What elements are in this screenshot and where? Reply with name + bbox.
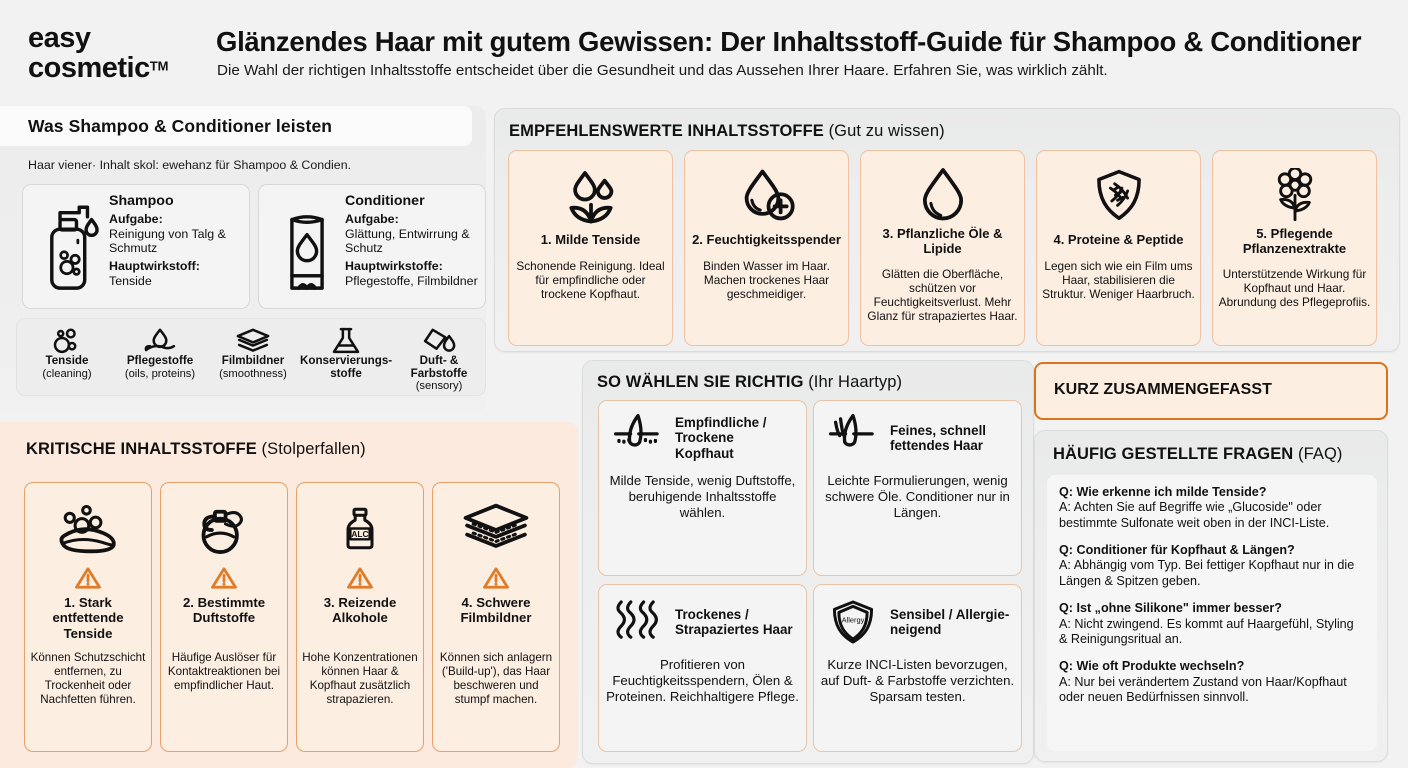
good-card-3 bbox=[860, 150, 1025, 346]
hairtype-card-title: Trockenes / Strapaziertes Haar bbox=[675, 606, 793, 637]
empfehlenswerte-title bbox=[509, 122, 945, 141]
kritisch-title-bold: KRITISCHE INHALTSSTOFFE bbox=[26, 440, 257, 458]
product-value-aufgabe: Reinigung von Talg & Schmutz bbox=[109, 226, 226, 256]
hairtype-card-title: Empfindliche / Trockene Kopfhaut bbox=[675, 414, 767, 461]
critical-card-title: 3. Reizende Alkohole bbox=[323, 595, 397, 626]
critical-card-desc: Können Schutzschicht entfernen, zu Trockenheit oder Nachfetten führen. bbox=[30, 651, 146, 706]
critical-card-2 bbox=[160, 482, 288, 752]
product-name: Shampoo bbox=[109, 193, 174, 209]
header bbox=[0, 0, 1408, 100]
hairtype-card-header bbox=[599, 595, 806, 649]
hairtype-card-title: Sensibel / Allergie-neigend bbox=[890, 606, 1010, 637]
faq-question: Q: Ist „ohne Silikone" immer besser? bbox=[1059, 601, 1282, 616]
warning-icon bbox=[25, 565, 151, 591]
ingredient-sub: (smoothness) bbox=[219, 367, 287, 380]
faq-answer: A: Achten Sie auf Begriffe wie „Glucoside" oder bestimmte Sulfonate weit oben in der INCI-Liste. bbox=[1059, 500, 1330, 530]
leisten-title: Was Shampoo & Conditioner leisten bbox=[28, 116, 333, 136]
brand-line2: cosmetic bbox=[28, 51, 150, 84]
empfehlenswerte-title-bold: EMPFEHLENSWERTE INHALTSSTOFFE bbox=[509, 122, 824, 140]
product-card-conditioner bbox=[258, 184, 486, 309]
critical-card-desc: Hohe Konzentrationen können Haar & Kopfhaut zusätzlich strapazieren. bbox=[302, 651, 418, 706]
critical-card-desc: Häufige Auslöser für Kontaktreaktionen bei empfindlicher Haut. bbox=[167, 651, 281, 692]
fine-hair-icon bbox=[824, 411, 882, 465]
hairtype-card-header bbox=[814, 595, 1021, 649]
product-value-wirkstoff: Tenside bbox=[109, 273, 152, 288]
soap-bubbles-icon bbox=[25, 495, 151, 561]
ingredient-item-konservierungsstoffe bbox=[300, 325, 392, 380]
faq-title-norm: (FAQ) bbox=[1293, 445, 1343, 463]
ingredient-name: Filmbildner bbox=[221, 354, 285, 367]
critical-card-title: 2. Bestimmte Duftstoffe bbox=[182, 595, 266, 626]
tube-icon bbox=[272, 199, 342, 295]
ingredient-name: Duft- & Farbstoffe bbox=[410, 354, 468, 380]
hairtype-card-title: Feines, schnell fettendes Haar bbox=[890, 422, 987, 453]
ingredient-sub: (cleaning) bbox=[42, 367, 92, 380]
ingredient-name: Tenside bbox=[45, 354, 89, 367]
flask-icon bbox=[300, 325, 392, 355]
faq-title bbox=[1053, 445, 1343, 464]
section-kurz-zusammengefasst bbox=[1034, 362, 1388, 420]
product-value-wirkstoff: Pflegestoffe, Filmbildner bbox=[345, 273, 478, 288]
hairtype-card-desc: Leichte Formulierungen, wenig schwere Öle. Conditioner nur in Längen. bbox=[825, 473, 1010, 520]
flower-icon bbox=[1213, 165, 1376, 227]
good-card-desc: Binden Wasser im Haar. Machen trockenes Haar geschmeidiger. bbox=[703, 259, 830, 302]
leisten-header-bar bbox=[0, 106, 472, 146]
layers-icon bbox=[207, 325, 299, 355]
warning-icon bbox=[433, 565, 559, 591]
good-card-desc: Glätten die Oberfläche, schützen vor Feuchtigkeitsverlust. Mehr Glanz für strapaziertes Haar. bbox=[867, 267, 1018, 324]
allergy-shield-icon bbox=[824, 595, 882, 649]
critical-card-3 bbox=[296, 482, 424, 752]
kritisch-title bbox=[26, 440, 366, 459]
good-card-desc: Schonende Reinigung. Ideal für empfindliche oder trockene Kopfhaut. bbox=[516, 259, 665, 302]
product-label-aufgabe: Aufgabe: bbox=[109, 212, 163, 226]
faq-answer: A: Abhängig vom Typ. Bei fettiger Kopfhaut nur in die Längen & Spitzen geben. bbox=[1059, 558, 1355, 588]
waehlen-title-norm: (Ihr Haartyp) bbox=[803, 373, 903, 391]
ingredient-sub: (sensory) bbox=[415, 380, 463, 393]
faq-answer: A: Nur bei verändertem Zustand von Haar/Kopfhaut oder neuen Bedürfnissen sinnvoll. bbox=[1059, 674, 1347, 704]
leisten-subtitle: Haar viener· Inhalt skol: ewehanz für Shampoo & Condien. bbox=[28, 158, 352, 172]
section-leisten bbox=[0, 106, 486, 412]
ingredient-strip bbox=[16, 318, 486, 396]
empfehlenswerte-title-norm: (Gut zu wissen) bbox=[823, 122, 945, 140]
good-card-5 bbox=[1212, 150, 1377, 346]
critical-card-title: 4. Schwere Filmbildner bbox=[460, 595, 532, 626]
good-card-title: 5. Pflegende Pflanzenextrakte bbox=[1242, 226, 1347, 256]
faq-question: Q: Conditioner für Kopfhaut & Längen? bbox=[1059, 543, 1295, 558]
hairtype-card-3 bbox=[598, 584, 807, 752]
good-card-title: 3. Pflanzliche Öle & Lipide bbox=[882, 226, 1003, 256]
allergy-shield-label: Allergy bbox=[841, 615, 865, 625]
faq-title-bold: HÄUFIG GESTELLTE FRAGEN bbox=[1053, 445, 1294, 463]
product-card-shampoo bbox=[22, 184, 250, 309]
hairtype-card-desc: Profitieren von Feuchtigkeitsspendern, Ölen & Proteinen. Reichhaltigere Pflege. bbox=[606, 657, 799, 704]
faq-item bbox=[1059, 543, 1365, 589]
hairtype-card-2 bbox=[813, 400, 1022, 576]
drop-plus-icon bbox=[685, 165, 848, 227]
droplet-diamond-icon bbox=[393, 325, 485, 355]
good-card-2 bbox=[684, 150, 849, 346]
critical-card-desc: Können sich anlagern ('Build-up'), das Haar beschweren und stumpf machen. bbox=[439, 651, 553, 706]
faq-answer: A: Nicht zwingend. Es kommt auf Haargefühl, Styling & Reinigungsritual an. bbox=[1059, 616, 1354, 646]
section-faq bbox=[1034, 430, 1388, 762]
waehlen-title bbox=[597, 373, 902, 392]
critical-card-4 bbox=[432, 482, 560, 752]
faq-item bbox=[1059, 659, 1365, 705]
perfume-icon bbox=[161, 495, 287, 561]
product-name: Conditioner bbox=[345, 193, 425, 209]
brand-trademark: TM bbox=[149, 58, 169, 74]
brand-line1: easy bbox=[28, 22, 91, 54]
faq-item bbox=[1059, 485, 1365, 531]
critical-card-1 bbox=[24, 482, 152, 752]
product-label-aufgabe: Aufgabe: bbox=[345, 212, 399, 226]
stacked-layers-icon bbox=[433, 495, 559, 561]
pump-bottle-icon bbox=[36, 199, 106, 295]
ingredient-sub: (oils, proteins) bbox=[124, 367, 196, 380]
product-value-aufgabe: Glättung, Entwirrung & Schutz bbox=[345, 226, 470, 256]
good-card-1 bbox=[508, 150, 673, 346]
drop-icon bbox=[861, 165, 1024, 227]
kritisch-title-norm: (Stolperfallen) bbox=[256, 440, 366, 458]
warning-icon bbox=[297, 565, 423, 591]
ingredient-name: Konservierungs-stoffe bbox=[300, 354, 393, 380]
svg-text:ALC: ALC bbox=[351, 528, 369, 539]
alc-bottle-icon bbox=[297, 495, 423, 561]
faq-question: Q: Wie oft Produkte wechseln? bbox=[1059, 659, 1245, 674]
ingredient-item-tenside bbox=[21, 325, 113, 380]
hairtype-card-4 bbox=[813, 584, 1022, 752]
hairtype-card-header bbox=[599, 411, 806, 465]
good-card-title: 1. Milde Tenside bbox=[540, 232, 641, 247]
product-label-wirkstoff: Hauptwirkstoffe: bbox=[345, 258, 443, 273]
good-card-4 bbox=[1036, 150, 1201, 346]
ingredient-name: Pflegestoffe bbox=[126, 354, 194, 367]
hairtype-card-desc: Kurze INCI-Listen bevorzugen, auf Duft- & Farbstoffe verzichten. Sparsam testen. bbox=[820, 657, 1015, 704]
critical-card-title: 1. Stark entfettende Tenside bbox=[52, 595, 124, 641]
good-card-title: 4. Proteine & Peptide bbox=[1053, 232, 1184, 247]
hairtype-card-header bbox=[814, 411, 1021, 465]
ingredient-item-pflegestoffe bbox=[114, 325, 206, 380]
product-label-wirkstoff: Hauptwirkstoff: bbox=[109, 258, 200, 273]
page-subtitle: Die Wahl der richtigen Inhaltsstoffe entscheidet über die Gesundheit und das Aussehen Ihrer Haare. Erfahren Sie, was wirklich zählt. bbox=[217, 62, 1108, 79]
warning-icon bbox=[161, 565, 287, 591]
bubbles-icon bbox=[21, 325, 113, 355]
hairtype-card-1 bbox=[598, 400, 807, 576]
hand-drop-icon bbox=[114, 325, 206, 355]
shield-dna-icon bbox=[1037, 165, 1200, 227]
good-card-desc: Unterstützende Wirkung für Kopfhaut und Haar. Abrundung des Pflegeprofiis. bbox=[1218, 267, 1371, 310]
faq-question: Q: Wie erkenne ich milde Tenside? bbox=[1059, 485, 1267, 499]
hairtype-card-desc: Milde Tenside, wenig Duftstoffe, beruhigende Inhaltsstoffe wählen. bbox=[609, 473, 796, 520]
leaf-drops-icon bbox=[509, 165, 672, 227]
faq-item bbox=[1059, 601, 1365, 647]
good-card-desc: Legen sich wie ein Film ums Haar, stabilisieren die Struktur. Weniger Haarbruch. bbox=[1042, 259, 1195, 302]
hair-follicle-icon bbox=[609, 411, 667, 465]
kurz-title: KURZ ZUSAMMENGEFASST bbox=[1054, 381, 1272, 398]
ingredient-item-duft-farbstoffe bbox=[393, 325, 485, 392]
ingredient-item-filmbildner bbox=[207, 325, 299, 380]
good-card-title: 2. Feuchtigkeitsspender bbox=[692, 232, 841, 247]
page-title: Glänzendes Haar mit gutem Gewissen: Der Inhaltsstoff-Guide für Shampoo & Conditioner bbox=[216, 26, 1362, 57]
faq-list bbox=[1047, 475, 1377, 751]
brand-logo bbox=[28, 24, 208, 83]
wavy-hair-icon bbox=[609, 595, 667, 649]
waehlen-title-bold: SO WÄHLEN SIE RICHTIG bbox=[597, 373, 804, 391]
